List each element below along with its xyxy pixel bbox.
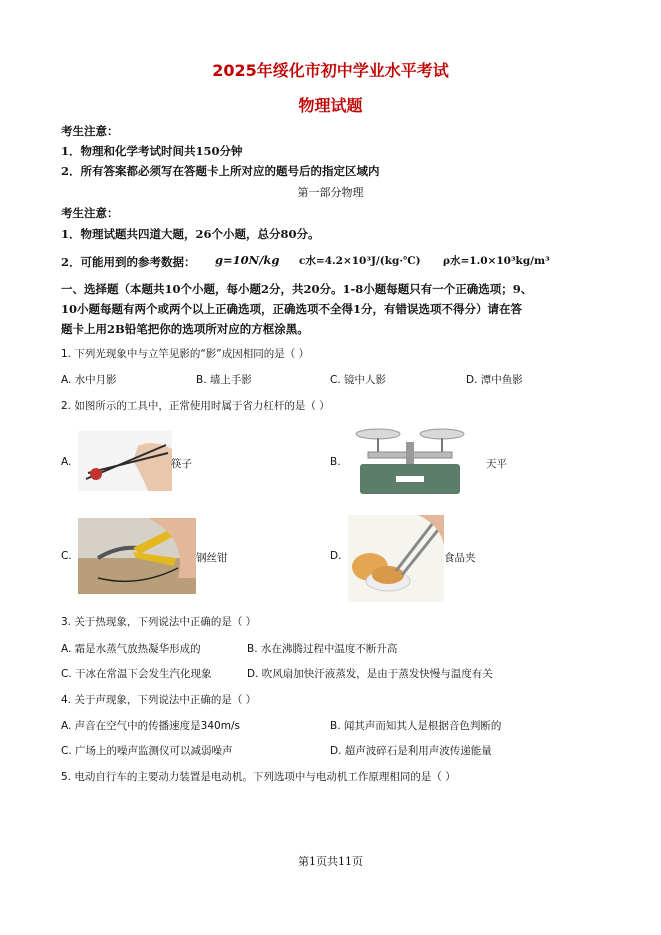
option-b: B. 闻其声而知其人是根据音色判断的 [330, 720, 502, 732]
option-c-name: 钢丝钳 [196, 552, 228, 564]
section-instructions: 题卡上用2B铅笔把你的选项所对应的方框涂黑。 [61, 322, 309, 336]
option-a-label: A. [61, 456, 72, 468]
formula-rho: ρ水=1.0×10³kg/m³ [443, 255, 550, 267]
question-stem: 5. 电动自行车的主要动力装置是电动机。下列选项中与电动机工作原理相同的是（ ） [61, 771, 456, 783]
question-stem: 3. 关于热现象，下列说法中正确的是（ ） [61, 616, 257, 628]
section-instructions: 10小题每题有两个或两个以上正确选项，正确选项不全得1分，有错误选项不得分）请在答 [61, 302, 523, 316]
option-b: B. 墙上手影 [196, 374, 252, 386]
option-c-label: C. [61, 550, 72, 562]
exam-title: 2025年绥化市初中学业水平考试 [212, 61, 449, 80]
part-title: 第一部分物理 [297, 186, 364, 199]
pliers-image [78, 518, 196, 594]
option-c: C. 广场上的噪声监测仪可以减弱噪声 [61, 745, 233, 757]
question-stem: 1. 下列光现象中与立竿见影的“影”成因相同的是（ ） [61, 348, 310, 360]
option-d: D. 吹风扇加快汗液蒸发，是由于蒸发快慢与温度有关 [247, 668, 493, 680]
question-stem: 2. 如图所示的工具中，正常使用时属于省力杠杆的是（ ） [61, 400, 330, 412]
option-b-label: B. [330, 456, 341, 468]
option-d: D. 潭中鱼影 [466, 374, 523, 386]
option-a-name: 筷子 [171, 458, 192, 470]
page-footer: 第1页共11页 [298, 855, 363, 868]
option-c: C. 干冰在常温下会发生汽化现象 [61, 668, 212, 680]
question-stem: 4. 关于声现象，下列说法中正确的是（ ） [61, 694, 257, 706]
formula-g: g=10N/kg [215, 253, 280, 267]
option-a: A. 声音在空气中的传播速度是340m/s [61, 720, 240, 732]
option-c: C. 镜中人影 [330, 374, 387, 386]
option-a: A. 霜是水蒸气放热凝华形成的 [61, 643, 201, 655]
option-d: D. 超声波碎石是利用声波传递能量 [330, 745, 492, 757]
formula-c: c水=4.2×10³J/(kg·℃) [299, 255, 421, 267]
option-d-label: D. [330, 550, 342, 562]
notice-item: 1．物理和化学考试时间共150分钟 [61, 144, 243, 158]
notice-item: 2．可能用到的参考数据： [61, 255, 196, 269]
notice-item: 1．物理试题共四道大题，26个小题，总分80分。 [61, 227, 320, 241]
chopsticks-image [78, 431, 172, 491]
food-tongs-image [348, 515, 444, 602]
option-b-name: 天平 [486, 458, 507, 470]
option-a: A. 水中月影 [61, 374, 117, 386]
notice-heading: 考生注意： [61, 206, 119, 220]
option-b: B. 水在沸腾过程中温度不断升高 [247, 643, 398, 655]
balance-scale-image [348, 420, 472, 498]
option-d-name: 食品夹 [444, 552, 476, 564]
notice-heading: 考生注意： [61, 124, 119, 138]
section-instructions: 一、选择题（本题共10个小题，每小题2分，共20分。1-8小题每题只有一个正确选项；9、 [61, 282, 533, 296]
exam-subtitle: 物理试题 [298, 96, 363, 115]
notice-item: 2．所有答案都必须写在答题卡上所对应的题号后的指定区域内 [61, 164, 380, 178]
